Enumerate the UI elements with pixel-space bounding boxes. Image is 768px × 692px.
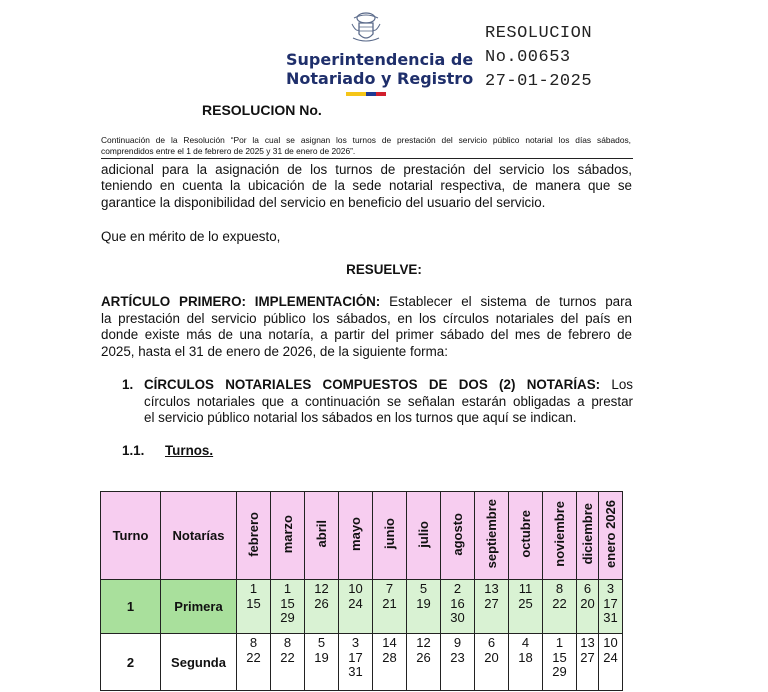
day-value: 14 xyxy=(382,635,397,650)
day-value: 15 xyxy=(246,595,261,611)
day-value: 12 xyxy=(416,635,431,650)
table-header-row xyxy=(101,492,623,580)
header-month xyxy=(305,492,339,580)
day-value: 16 xyxy=(450,595,465,611)
day-cell xyxy=(475,634,509,691)
day-value: 17 xyxy=(348,649,363,665)
day-value: 10 xyxy=(348,581,363,596)
day-value: 2 xyxy=(453,581,462,596)
day-value: 3 xyxy=(351,635,360,650)
day-value: 22 xyxy=(246,649,261,665)
day-value: 24 xyxy=(348,595,363,611)
turno-cell: 2 xyxy=(101,634,161,691)
para2: Que en mérito de lo expuesto, xyxy=(101,229,281,244)
day-value: 11 xyxy=(518,581,533,596)
day-value: 8 xyxy=(249,635,258,650)
day-cell xyxy=(599,634,623,691)
header-month xyxy=(577,492,599,580)
coat-of-arms-icon xyxy=(348,10,384,44)
header-divider xyxy=(101,158,633,159)
day-value: 3 xyxy=(606,581,615,596)
articulo-line2: la prestación del servicio público los sábados, en los círculos notariales del país en xyxy=(101,311,632,326)
item1-text-1: Los xyxy=(600,377,633,392)
day-value: 10 xyxy=(603,635,618,650)
header-month xyxy=(509,492,543,580)
day-value: 6 xyxy=(583,581,592,596)
table-row xyxy=(101,580,623,634)
day-cell xyxy=(237,580,271,634)
day-cell xyxy=(441,580,475,634)
day-value: 9 xyxy=(453,635,462,650)
day-value: 29 xyxy=(552,664,567,679)
month-label: diciembre xyxy=(580,503,595,565)
day-value: 5 xyxy=(419,581,428,596)
day-value: 20 xyxy=(580,595,595,611)
month-label: abril xyxy=(314,520,329,548)
day-cell xyxy=(373,634,407,691)
turnos-table xyxy=(100,491,623,691)
day-value: 13 xyxy=(580,635,595,650)
org-name-line2: Notariado y Registro xyxy=(286,69,474,88)
month-label: septiembre xyxy=(484,499,499,569)
item1-line1 xyxy=(144,377,633,394)
resolution-label: RESOLUCION xyxy=(485,24,593,43)
header-month xyxy=(543,492,577,580)
day-cell xyxy=(271,580,305,634)
day-cell xyxy=(407,634,441,691)
day-value: 27 xyxy=(580,649,595,665)
day-cell xyxy=(509,634,543,691)
day-value: 19 xyxy=(416,595,431,611)
day-cell xyxy=(577,634,599,691)
day-value: 21 xyxy=(382,595,397,611)
day-cell xyxy=(577,580,599,634)
header-month xyxy=(373,492,407,580)
day-value: 13 xyxy=(484,581,499,596)
articulo-label: ARTÍCULO PRIMERO: IMPLEMENTACIÓN: xyxy=(101,294,381,309)
month-label: julio xyxy=(416,520,431,548)
day-value: 1 xyxy=(249,581,258,596)
day-cell xyxy=(441,634,475,691)
day-value: 8 xyxy=(555,581,564,596)
subsection-title: Turnos. xyxy=(165,443,214,458)
day-value: 22 xyxy=(280,649,295,665)
day-value: 31 xyxy=(603,610,618,625)
articulo-line4: 2025, hasta el 31 de enero de 2026, de la siguiente forma: xyxy=(101,344,448,359)
month-label: junio xyxy=(382,518,397,550)
item1-number: 1. xyxy=(122,377,134,392)
day-value: 1 xyxy=(555,635,564,650)
day-value: 29 xyxy=(280,610,295,625)
day-cell xyxy=(305,634,339,691)
item1-label: CÍRCULOS NOTARIALES COMPUESTOS DE DOS (2) NOTARÍAS: xyxy=(144,377,601,392)
header-month xyxy=(599,492,623,580)
day-cell xyxy=(339,580,373,634)
header-notarias: Notarías xyxy=(161,492,237,580)
header-month xyxy=(475,492,509,580)
day-value: 19 xyxy=(314,649,329,665)
day-value: 30 xyxy=(450,610,465,625)
day-value: 15 xyxy=(280,595,295,611)
day-value: 31 xyxy=(348,664,363,679)
resolution-number: No.00653 xyxy=(485,48,571,67)
resuelve-heading: RESUELVE: xyxy=(346,262,422,277)
para1-line2: teniendo en cuenta la ubicación de la sede notarial respectiva, de manera que se xyxy=(101,178,632,193)
day-value: 17 xyxy=(603,595,618,611)
flag-stripe xyxy=(346,92,386,96)
day-value: 6 xyxy=(487,635,496,650)
header-month xyxy=(407,492,441,580)
day-value: 22 xyxy=(552,595,567,611)
header-month xyxy=(237,492,271,580)
month-label: enero 2026 xyxy=(603,500,618,568)
item1-line2: círculos notariales que a continuación se señalan estarán obligadas a prestar xyxy=(144,394,633,409)
day-cell xyxy=(475,580,509,634)
month-label: agosto xyxy=(450,512,465,556)
day-value: 25 xyxy=(518,595,533,611)
day-value: 7 xyxy=(385,581,394,596)
header-month xyxy=(441,492,475,580)
day-value: 8 xyxy=(283,635,292,650)
notaria-cell: Primera xyxy=(161,580,237,634)
day-cell xyxy=(237,634,271,691)
day-value: 28 xyxy=(382,649,397,665)
day-value: 5 xyxy=(317,635,326,650)
day-value: 26 xyxy=(314,595,329,611)
day-value: 23 xyxy=(450,649,465,665)
day-cell xyxy=(509,580,543,634)
subsection-number: 1.1. xyxy=(122,443,145,458)
day-cell xyxy=(271,634,305,691)
articulo-line1 xyxy=(101,294,632,311)
day-value: 24 xyxy=(603,649,618,665)
turno-cell: 1 xyxy=(101,580,161,634)
day-cell xyxy=(373,580,407,634)
notaria-cell: Segunda xyxy=(161,634,237,691)
day-value: 1 xyxy=(283,581,292,596)
month-label: marzo xyxy=(280,514,295,554)
articulo-text-1: Establecer el sistema de turnos para xyxy=(380,294,632,309)
day-cell xyxy=(407,580,441,634)
para1-line3: garantice la disponibilidad del servicio en beneficio del usuario del servicio. xyxy=(101,195,546,210)
para1-line1: adicional para la asignación de los turnos de prestación del servicio los sábados, xyxy=(101,162,632,177)
month-label: noviembre xyxy=(552,501,567,567)
document-title: RESOLUCION No. xyxy=(202,102,322,118)
day-value: 12 xyxy=(314,581,329,596)
org-name-line1: Superintendencia de xyxy=(286,50,474,69)
table-row xyxy=(101,634,623,691)
day-value: 18 xyxy=(518,649,533,665)
day-value: 4 xyxy=(521,635,530,650)
month-label: febrero xyxy=(246,511,261,557)
day-value: 20 xyxy=(484,649,499,665)
day-value: 15 xyxy=(552,649,567,665)
resolution-date: 27-01-2025 xyxy=(485,72,593,91)
day-cell xyxy=(305,580,339,634)
header-month xyxy=(339,492,373,580)
continuation-line2: comprendidos entre el 1 de febrero de 2025 y 31 de enero de 2026”. xyxy=(101,146,356,156)
day-cell xyxy=(543,580,577,634)
header-month xyxy=(271,492,305,580)
item1-line3: el servicio público notarial los sábados en los turnos que aquí se indican. xyxy=(144,410,577,425)
day-value: 26 xyxy=(416,649,431,665)
continuation-line1: Continuación de la Resolución “Por la cual se asignan los turnos de prestación del servicio público notarial los días sábados, xyxy=(101,135,631,145)
day-cell xyxy=(599,580,623,634)
articulo-line3: donde existe más de una notaría, a partir del primer sábado del mes de febrero de xyxy=(101,327,632,342)
month-label: octubre xyxy=(518,510,533,558)
day-cell xyxy=(339,634,373,691)
month-label: mayo xyxy=(348,517,363,551)
day-value: 27 xyxy=(484,595,499,611)
day-cell xyxy=(543,634,577,691)
header-turno: Turno xyxy=(101,492,161,580)
